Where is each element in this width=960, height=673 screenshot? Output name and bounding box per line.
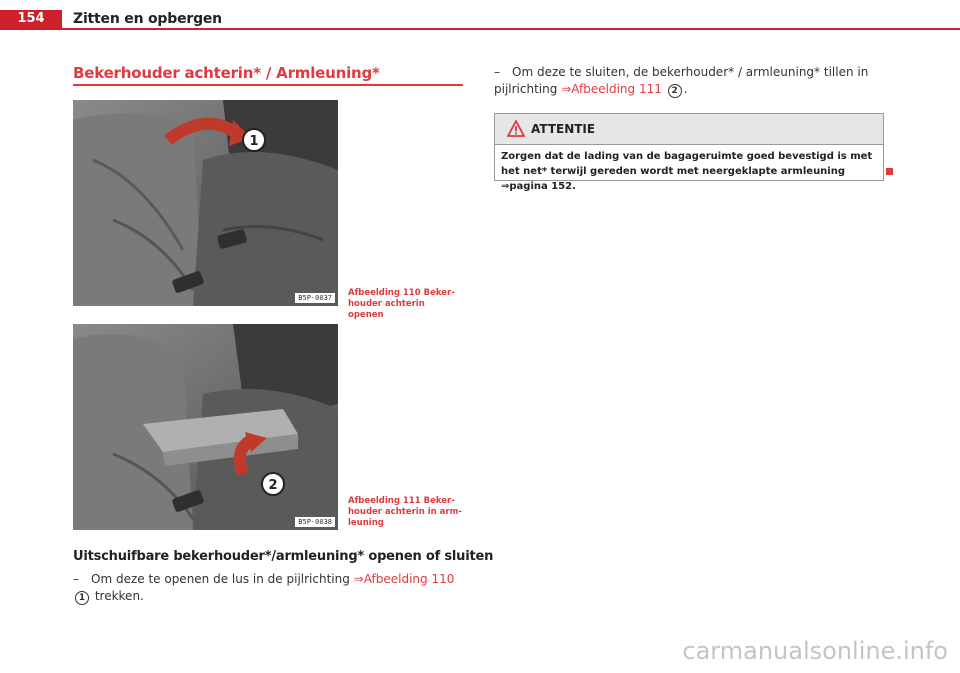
warning-box — [494, 113, 884, 192]
warning-header — [495, 114, 883, 145]
armrest-illustration — [73, 324, 338, 530]
page-header — [0, 0, 960, 30]
watermark: carmanualsonline.info — [682, 637, 948, 665]
marker-icon: 2 — [668, 84, 682, 98]
step-dash: – — [73, 572, 79, 586]
marker-icon: 1 — [75, 591, 89, 605]
step-text: Om deze te openen de lus in de pijlrichting — [91, 572, 350, 586]
figure-cupholder-armrest — [73, 324, 338, 530]
figure-link[interactable]: ⇒Afbeelding 111 — [561, 82, 662, 96]
warning-text: Zorgen dat de lading van de bagageruimte goed bevestigd is met het net* terwijl gereden wordt met neergeklapte armleuning ⇒pagina 152. — [501, 151, 873, 192]
step-text-end: trekken. — [94, 589, 144, 603]
warning-triangle-icon — [507, 120, 525, 137]
figure-code: B5P-0038 — [295, 517, 335, 527]
step-open — [73, 571, 458, 605]
figure-caption: Afbeelding 110 Beker-houder achterin openen — [348, 288, 455, 320]
figure-link[interactable]: ⇒Afbeelding 110 — [353, 572, 455, 586]
figure-cupholder-open — [73, 100, 338, 306]
step-text-end: . — [683, 82, 688, 96]
figure-caption: Afbeelding 111 Beker-houder achterin in arm-leuning — [348, 496, 462, 528]
section-heading: Bekerhouder achterin* / Armleuning* — [73, 64, 380, 82]
rear-seat-illustration — [73, 100, 338, 306]
page-number: 154 — [0, 10, 62, 28]
step-dash: – — [494, 65, 500, 79]
figure-marker-1: 1 — [249, 134, 259, 149]
header-rule — [0, 28, 960, 30]
step-text: Om deze te sluiten, de bekerhouder* / armleuning* tillen in pijlrichting — [494, 65, 869, 96]
figure-marker-2: 2 — [268, 478, 278, 493]
section-rule — [73, 84, 463, 86]
figure-code: B5P-0037 — [295, 293, 335, 303]
procedure-heading: Uitschuifbare bekerhouder*/armleuning* openen of sluiten — [73, 549, 494, 564]
step-close — [494, 64, 884, 98]
page-title: Zitten en opbergen — [73, 11, 222, 27]
warning-title: ATTENTIE — [531, 122, 596, 136]
section-end-marker — [886, 168, 893, 175]
